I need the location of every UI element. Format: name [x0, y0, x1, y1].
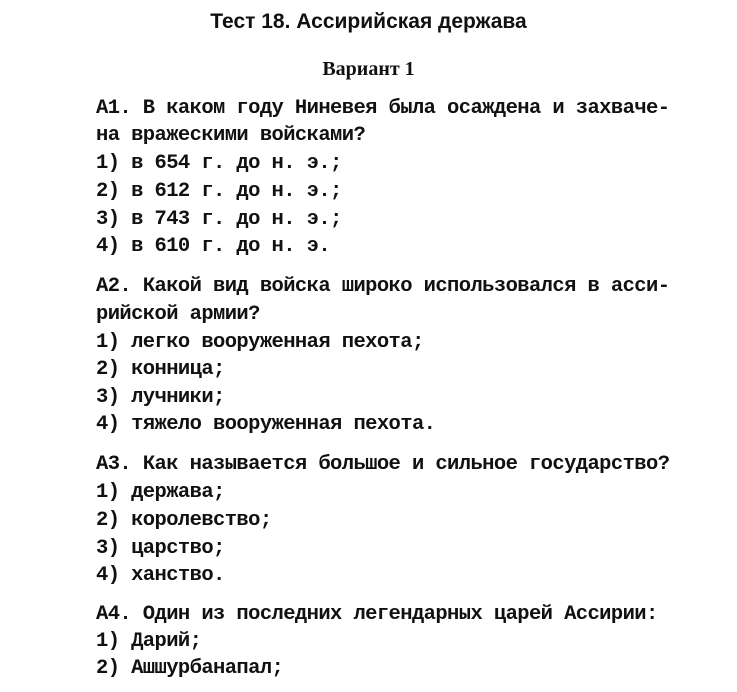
page-title: Тест 18. Ассирийская держава: [210, 10, 527, 33]
question-2-option-2: 2) конница;: [96, 358, 225, 381]
question-3-option-2: 2) королевство;: [96, 509, 272, 532]
question-3-option-3: 3) царство;: [96, 537, 225, 560]
question-3-text-line-1: А3. Как называется большое и сильное государство?: [96, 453, 670, 476]
variant-heading: Вариант 1: [322, 58, 415, 80]
question-2-text-line-1: А2. Какой вид войска широко использовался в асси-: [96, 275, 670, 298]
question-3-option-1: 1) держава;: [96, 481, 225, 504]
question-1-option-1: 1) в 654 г. до н. э.;: [96, 152, 342, 175]
question-4-option-1: 1) Дарий;: [96, 630, 202, 653]
question-1-text-line-1: А1. В каком году Ниневея была осаждена и захваче-: [96, 97, 670, 120]
question-4-option-2: 2) Ашшурбанапал;: [96, 657, 284, 680]
question-1-text-line-2: на вражескими войсками?: [96, 124, 366, 147]
question-2-option-3: 3) лучники;: [96, 386, 225, 409]
question-2-option-4: 4) тяжело вооруженная пехота.: [96, 413, 436, 436]
question-2-text-line-2: рийской армии?: [96, 303, 260, 326]
question-1-option-2: 2) в 612 г. до н. э.;: [96, 180, 342, 203]
question-3-option-4: 4) ханство.: [96, 564, 225, 587]
question-1-option-4: 4) в 610 г. до н. э.: [96, 235, 331, 258]
question-4-text-line-1: А4. Один из последних легендарных царей Ассирии:: [96, 603, 658, 626]
question-2-option-1: 1) легко вооруженная пехота;: [96, 331, 424, 354]
question-1-option-3: 3) в 743 г. до н. э.;: [96, 208, 342, 231]
